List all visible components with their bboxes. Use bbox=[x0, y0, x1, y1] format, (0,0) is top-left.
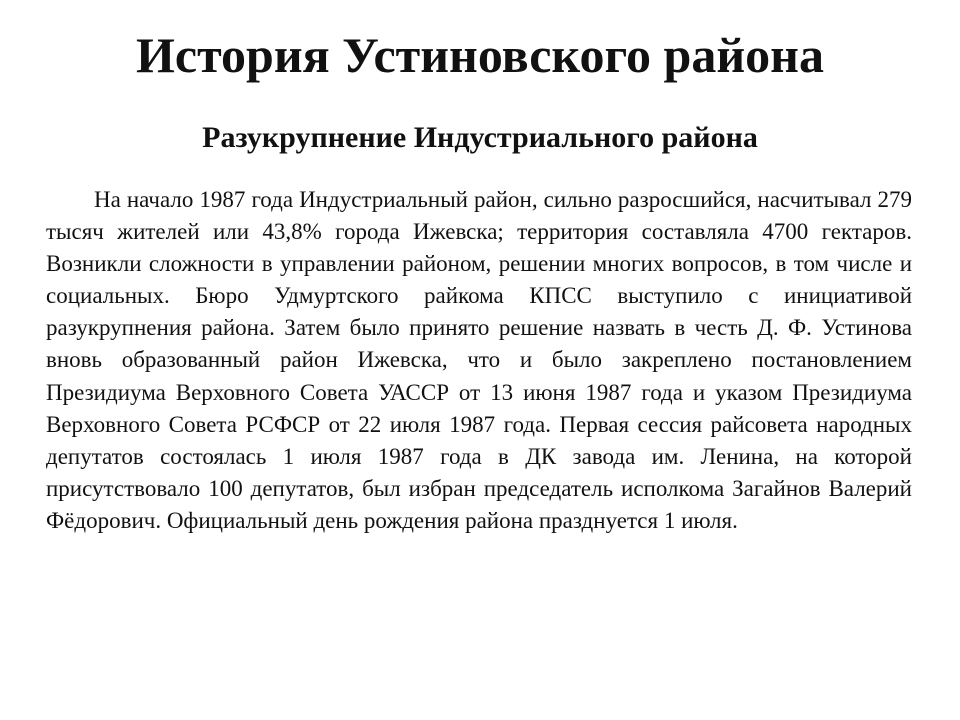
slide-title: История Устиновского района bbox=[136, 27, 824, 83]
body-paragraph: На начало 1987 года Индустриальный район, сильно разросшийся, насчитывал 279 тысяч жителей или 43,8% города Ижевска; территория составляла 4700 гектаров. Возникли сложности в управлении районом, решении многих вопросов, в том числе и социальных. Бюро Удмуртского райкома КПСС выступило с инициативой разукрупнения района. Затем было принято решение назвать в честь Д. Ф. Устинова вновь образованный район Ижевска, что и было закреплено постановлением Президиума Верховного Совета УАССР от 13 июня 1987 года и указом Президиума Верховного Совета РСФСР от 22 июля 1987 года. Первая сессия райсовета народных депутатов состоялась 1 июля 1987 года в ДК завода им. Ленина, на которой присутствовало 100 депутатов, был избран председатель исполкома Загайнов Валерий Фёдорович. Официальный день рождения района празднуется 1 июля. bbox=[46, 187, 912, 533]
slide-subtitle: Разукрупнение Индустриального района bbox=[202, 121, 758, 154]
